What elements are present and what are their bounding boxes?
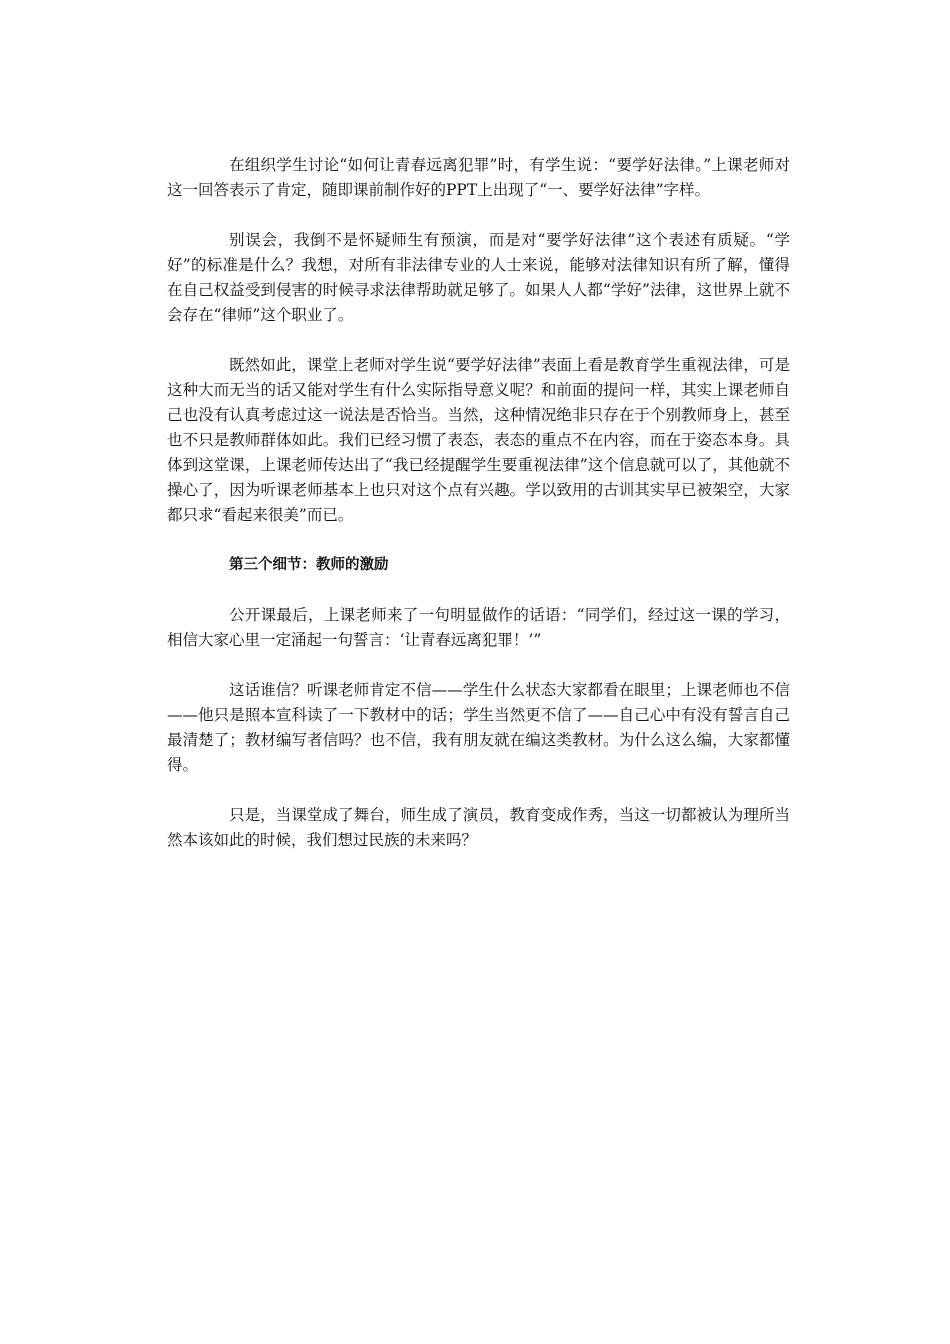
paragraph-closing-quote: 公开课最后，上课老师来了一句明显做作的话语：“同学们，经过这一课的学习，相信大家心里一定涌起一句誓言：‘让青春远离犯罪！’”: [167, 606, 790, 649]
paragraph-conclusion: 只是，当课堂成了舞台，师生成了演员，教育变成作秀，当这一切都被认为理所当然本该如此的时候，我们想过民族的未来吗？: [167, 806, 790, 849]
section-heading: 第三个细节：教师的激励: [229, 557, 389, 573]
paragraph-misunderstanding: 别误会，我倒不是怀疑师生有预演，而是对“要学好法律”这个表述有质疑。“学好”的标准是什么？我想，对所有非法律专业的人士来说，能够对法律知识有所了解，懂得在自己权益受到侵害的时候寻求法律帮助就足够了。如果人人都“学好”法律，这世界上就不会存在“律师”这个职业了。: [167, 231, 790, 324]
paragraph-analysis: 既然如此，课堂上老师对学生说“要学好法律”表面上看是教育学生重视法律，可是这种大而无当的话又能对学生有什么实际指导意义呢？和前面的提问一样，其实上课老师自己也没有认真考虑过这一说法是否恰当。当然，这种情况绝非只存在于个别教师身上，甚至也不只是教师群体如此。我们已经习惯了表态，表态的重点不在内容，而在于姿态本身。具体到这堂课，上课老师传达出了“我已经提醒学生要重视法律”这个信息就可以了，其他就不操心了，因为听课老师基本上也只对这个点有兴趣。学以致用的古训其实早已被架空，大家都只求“看起来很美”而已。: [167, 356, 790, 524]
paragraph-who-believes: 这话谁信？听课老师肯定不信——学生什么状态大家都看在眼里；上课老师也不信——他只是照本宣科读了一下教材中的话；学生当然更不信了——自己心中有没有誓言自己最清楚了；教材编写者信吗？也不信，我有朋友就在编这类教材。为什么这么编，大家都懂得。: [167, 681, 790, 774]
paragraph-discussion: 在组织学生讨论“如何让青春远离犯罪”时，有学生说：“要学好法律。”上课老师对这一回答表示了肯定，随即课前制作好的PPT上出现了“一、要学好法律”字样。: [167, 156, 790, 199]
document-body: [167, 153, 790, 878]
